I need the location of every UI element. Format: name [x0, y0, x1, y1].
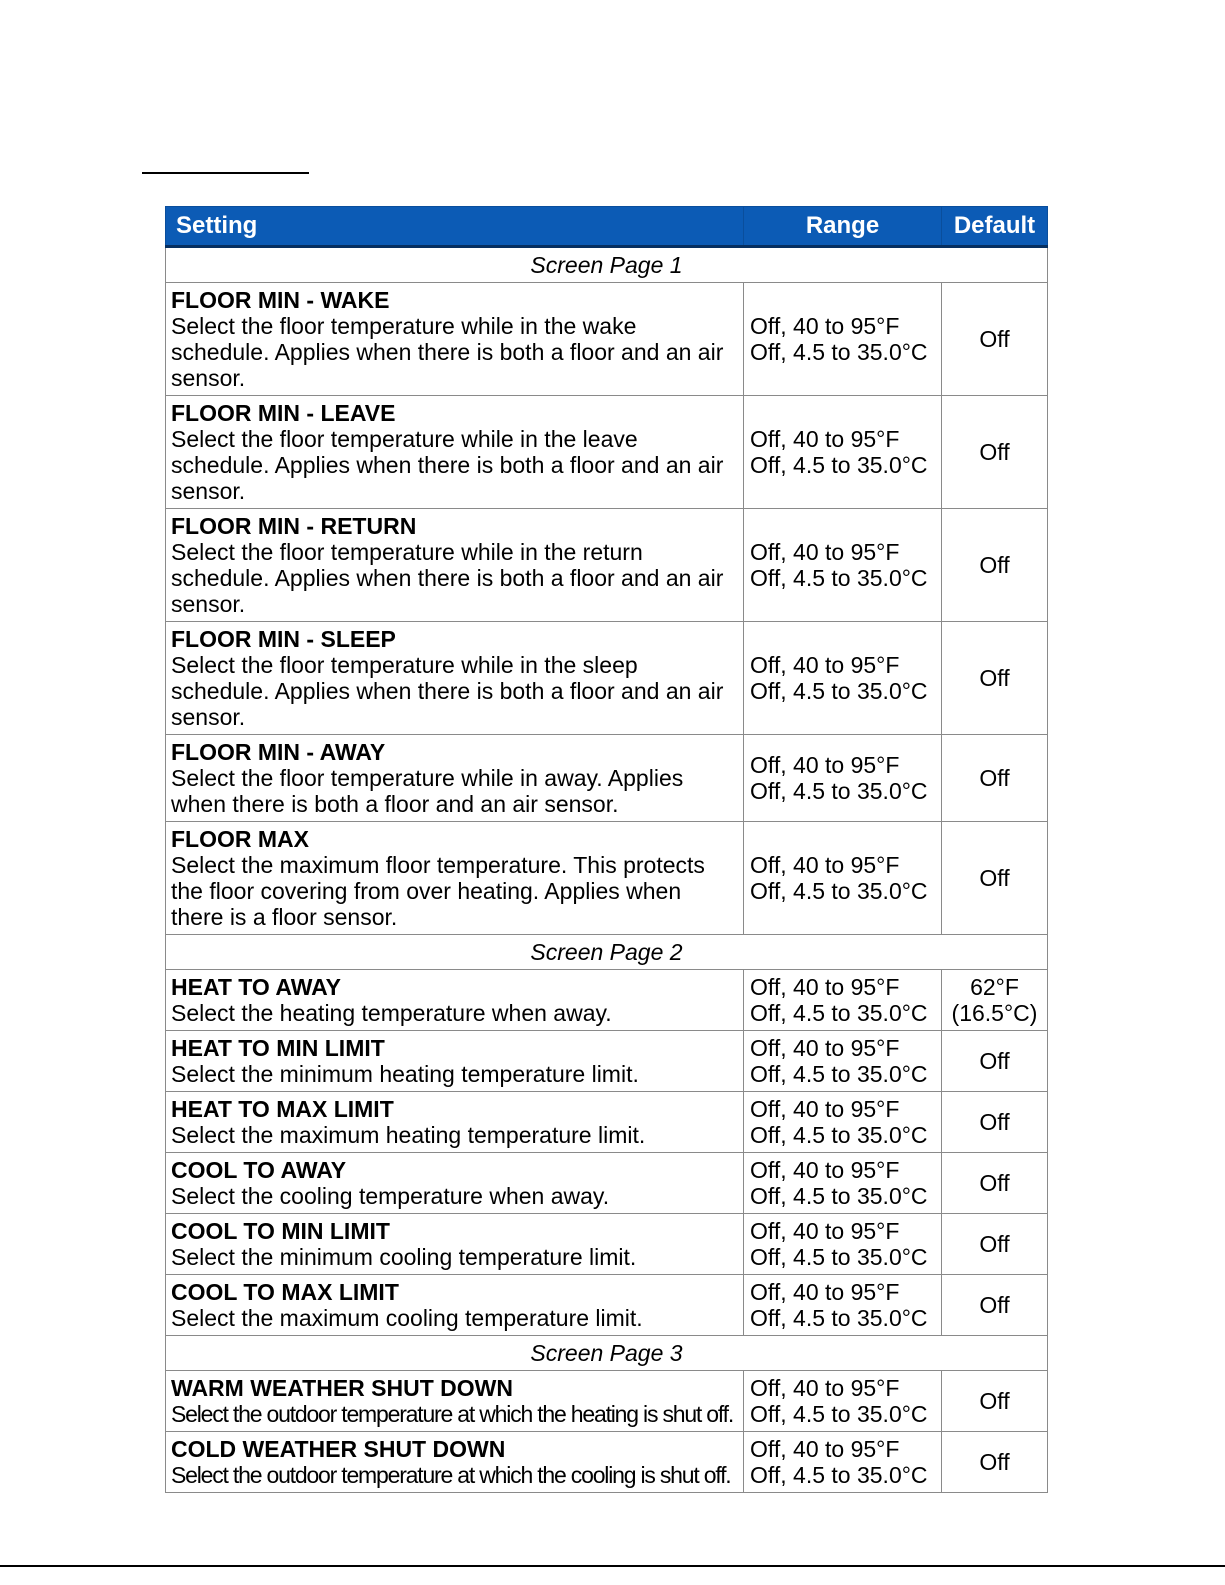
setting-name: HEAT TO MIN LIMIT — [171, 1035, 385, 1061]
range-fahrenheit: Off, 40 to 95°F — [750, 1096, 900, 1122]
setting-description: Select the maximum cooling temperature limit. — [171, 1305, 643, 1331]
default-value: (16.5°C) — [951, 1000, 1038, 1026]
range-fahrenheit: Off, 40 to 95°F — [750, 852, 900, 878]
setting-name: HEAT TO AWAY — [171, 974, 341, 1000]
table-row — [166, 1214, 1048, 1275]
default-cell — [942, 1432, 1048, 1493]
range-fahrenheit: Off, 40 to 95°F — [750, 1218, 900, 1244]
setting-name: COOL TO MIN LIMIT — [171, 1218, 390, 1244]
setting-description: Select the floor temperature while in the return schedule. Applies when there is both a floor and an air sensor. — [171, 539, 724, 617]
range-celsius: Off, 4.5 to 35.0°C — [750, 1122, 928, 1148]
default-cell — [942, 509, 1048, 622]
section-row — [166, 1336, 1048, 1371]
default-cell — [942, 622, 1048, 735]
setting-name: FLOOR MIN - WAKE — [171, 287, 390, 313]
table-row — [166, 1371, 1048, 1432]
range-celsius: Off, 4.5 to 35.0°C — [750, 1462, 928, 1488]
default-value: Off — [979, 1388, 1010, 1414]
default-cell — [942, 1214, 1048, 1275]
range-fahrenheit: Off, 40 to 95°F — [750, 1375, 900, 1401]
default-cell — [942, 735, 1048, 822]
header-row — [166, 207, 1048, 247]
default-value: Off — [979, 326, 1010, 352]
range-cell — [744, 1371, 942, 1432]
range-celsius: Off, 4.5 to 35.0°C — [750, 1305, 928, 1331]
range-cell — [744, 396, 942, 509]
setting-cell — [166, 970, 744, 1031]
range-fahrenheit: Off, 40 to 95°F — [750, 313, 900, 339]
setting-cell — [166, 1153, 744, 1214]
setting-cell — [166, 1275, 744, 1336]
setting-description: Select the outdoor temperature at which the heating is shut off. — [171, 1401, 734, 1427]
section-row — [166, 935, 1048, 970]
setting-name: HEAT TO MAX LIMIT — [171, 1096, 394, 1122]
setting-cell — [166, 396, 744, 509]
range-celsius: Off, 4.5 to 35.0°C — [750, 339, 928, 365]
default-value: Off — [979, 1231, 1010, 1257]
default-value: Off — [979, 1449, 1010, 1475]
range-fahrenheit: Off, 40 to 95°F — [750, 1035, 900, 1061]
default-cell — [942, 1031, 1048, 1092]
top-rule — [142, 172, 309, 174]
table-row — [166, 822, 1048, 935]
setting-description: Select the maximum floor temperature. This protects the floor covering from over heating. Applies when there is a floor sensor. — [171, 852, 705, 930]
setting-name: FLOOR MIN - LEAVE — [171, 400, 396, 426]
table-row — [166, 396, 1048, 509]
setting-cell — [166, 622, 744, 735]
default-value: Off — [979, 1292, 1010, 1318]
setting-name: WARM WEATHER SHUT DOWN — [171, 1375, 513, 1401]
default-cell — [942, 396, 1048, 509]
range-fahrenheit: Off, 40 to 95°F — [750, 426, 900, 452]
default-value: Off — [979, 1109, 1010, 1135]
default-cell — [942, 1092, 1048, 1153]
default-value: Off — [979, 552, 1010, 578]
range-celsius: Off, 4.5 to 35.0°C — [750, 1000, 928, 1026]
range-celsius: Off, 4.5 to 35.0°C — [750, 565, 928, 591]
range-cell — [744, 622, 942, 735]
range-celsius: Off, 4.5 to 35.0°C — [750, 1061, 928, 1087]
column-header-default: Default — [942, 207, 1048, 247]
default-value: 62°F — [970, 974, 1019, 1000]
setting-cell — [166, 1371, 744, 1432]
table-body — [166, 247, 1048, 1493]
range-celsius: Off, 4.5 to 35.0°C — [750, 452, 928, 478]
settings-table — [165, 206, 1048, 1493]
setting-description: Select the floor temperature while in away. Applies when there is both a floor and an air sensor. — [171, 765, 684, 817]
range-celsius: Off, 4.5 to 35.0°C — [750, 778, 928, 804]
range-cell — [744, 1214, 942, 1275]
bottom-rule — [0, 1565, 1225, 1567]
column-header-range: Range — [744, 207, 942, 247]
table-row — [166, 970, 1048, 1031]
setting-description: Select the floor temperature while in the leave schedule. Applies when there is both a floor and an air sensor. — [171, 426, 724, 504]
setting-name: COOL TO MAX LIMIT — [171, 1279, 399, 1305]
setting-description: Select the cooling temperature when away. — [171, 1183, 610, 1209]
default-cell — [942, 1371, 1048, 1432]
section-row — [166, 247, 1048, 283]
default-value: Off — [979, 765, 1010, 791]
range-fahrenheit: Off, 40 to 95°F — [750, 1157, 900, 1183]
setting-description: Select the minimum cooling temperature limit. — [171, 1244, 637, 1270]
default-cell — [942, 283, 1048, 396]
setting-description: Select the heating temperature when away. — [171, 1000, 612, 1026]
range-cell — [744, 1275, 942, 1336]
table-row — [166, 622, 1048, 735]
setting-cell — [166, 1092, 744, 1153]
setting-name: COLD WEATHER SHUT DOWN — [171, 1436, 506, 1462]
setting-cell — [166, 1214, 744, 1275]
setting-cell — [166, 1432, 744, 1493]
setting-description: Select the minimum heating temperature limit. — [171, 1061, 639, 1087]
setting-name: FLOOR MIN - AWAY — [171, 739, 386, 765]
table-row — [166, 735, 1048, 822]
default-cell — [942, 1153, 1048, 1214]
range-celsius: Off, 4.5 to 35.0°C — [750, 678, 928, 704]
table-row — [166, 1275, 1048, 1336]
default-cell — [942, 1275, 1048, 1336]
table-row — [166, 1432, 1048, 1493]
setting-name: FLOOR MIN - RETURN — [171, 513, 417, 539]
column-header-setting: Setting — [166, 207, 744, 247]
default-value: Off — [979, 865, 1010, 891]
setting-name: FLOOR MAX — [171, 826, 309, 852]
default-value: Off — [979, 1048, 1010, 1074]
setting-name: COOL TO AWAY — [171, 1157, 347, 1183]
range-cell — [744, 735, 942, 822]
range-celsius: Off, 4.5 to 35.0°C — [750, 1183, 928, 1209]
setting-name: FLOOR MIN - SLEEP — [171, 626, 396, 652]
range-cell — [744, 283, 942, 396]
range-cell — [744, 1031, 942, 1092]
range-celsius: Off, 4.5 to 35.0°C — [750, 1244, 928, 1270]
section-title: Screen Page 3 — [166, 1336, 1048, 1371]
section-title: Screen Page 1 — [166, 247, 1048, 283]
range-celsius: Off, 4.5 to 35.0°C — [750, 1401, 928, 1427]
default-cell — [942, 970, 1048, 1031]
range-fahrenheit: Off, 40 to 95°F — [750, 539, 900, 565]
setting-description: Select the floor temperature while in the wake schedule. Applies when there is both a floor and an air sensor. — [171, 313, 724, 391]
table-row — [166, 1031, 1048, 1092]
range-fahrenheit: Off, 40 to 95°F — [750, 1436, 900, 1462]
setting-cell — [166, 509, 744, 622]
section-title: Screen Page 2 — [166, 935, 1048, 970]
setting-description: Select the floor temperature while in the sleep schedule. Applies when there is both a floor and an air sensor. — [171, 652, 724, 730]
setting-cell — [166, 735, 744, 822]
range-cell — [744, 1153, 942, 1214]
default-value: Off — [979, 1170, 1010, 1196]
range-cell — [744, 822, 942, 935]
range-cell — [744, 509, 942, 622]
default-value: Off — [979, 439, 1010, 465]
range-fahrenheit: Off, 40 to 95°F — [750, 1279, 900, 1305]
range-fahrenheit: Off, 40 to 95°F — [750, 652, 900, 678]
range-fahrenheit: Off, 40 to 95°F — [750, 974, 900, 1000]
table-row — [166, 1153, 1048, 1214]
table-row — [166, 283, 1048, 396]
setting-cell — [166, 283, 744, 396]
table-row — [166, 509, 1048, 622]
range-cell — [744, 1432, 942, 1493]
setting-cell — [166, 1031, 744, 1092]
setting-description: Select the maximum heating temperature limit. — [171, 1122, 646, 1148]
default-value: Off — [979, 665, 1010, 691]
range-cell — [744, 970, 942, 1031]
setting-cell — [166, 822, 744, 935]
table-row — [166, 1092, 1048, 1153]
setting-description: Select the outdoor temperature at which the cooling is shut off. — [171, 1462, 731, 1488]
range-cell — [744, 1092, 942, 1153]
range-celsius: Off, 4.5 to 35.0°C — [750, 878, 928, 904]
range-fahrenheit: Off, 40 to 95°F — [750, 752, 900, 778]
default-cell — [942, 822, 1048, 935]
